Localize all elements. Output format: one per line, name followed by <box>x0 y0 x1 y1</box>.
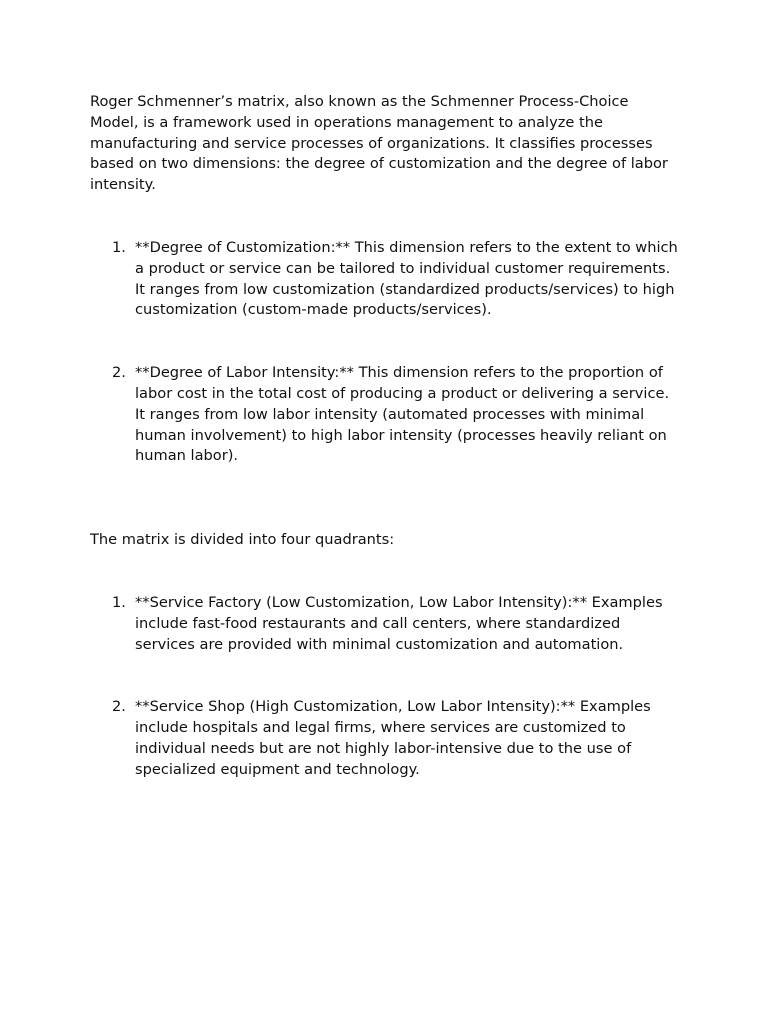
list-item-text: **Service Factory (Low Customization, Low Labor Intensity):** Examples include fast-food restaurants and call centers, where standardized services are provided with minimal customization and automation. <box>135 593 663 653</box>
list-item-service-factory <box>90 593 680 655</box>
list-item-customization <box>90 238 680 321</box>
document-page <box>90 92 680 781</box>
list-number: 1. <box>112 593 126 611</box>
quadrants-intro: The matrix is divided into four quadrants: <box>90 531 395 549</box>
list-item-service-shop <box>90 697 680 780</box>
list-number: 1. <box>112 238 126 256</box>
dimensions-list <box>90 238 680 467</box>
list-item-text: **Service Shop (High Customization, Low Labor Intensity):** Examples include hospitals and legal firms, where services are customized to individual needs but are not highly labor-intensive due to the use of specialized equipment and technology. <box>135 698 651 778</box>
list-item-labor-intensity <box>90 363 680 467</box>
intro-paragraph: Roger Schmenner’s matrix, also known as the Schmenner Process-Choice Model, is a framework used in operations management to analyze the manufacturing and service processes of organizations. It classifies processes based on two dimensions: the degree of customization and the degree of labor intensity. <box>90 93 668 194</box>
list-item-text: **Degree of Labor Intensity:** This dimension refers to the proportion of labor cost in the total cost of producing a product or delivering a service. It ranges from low labor intensity (automated processes with minimal human involvement) to high labor intensity (processes heavily reliant on human labor). <box>135 364 670 465</box>
quadrants-list <box>90 593 680 781</box>
list-number: 2. <box>112 364 126 382</box>
list-number: 2. <box>112 698 126 716</box>
list-item-text: **Degree of Customization:** This dimension refers to the extent to which a product or service can be tailored to individual customer requirements. It ranges from low customization (standardized products/services) to high customization (custom-made products/services). <box>135 238 678 319</box>
